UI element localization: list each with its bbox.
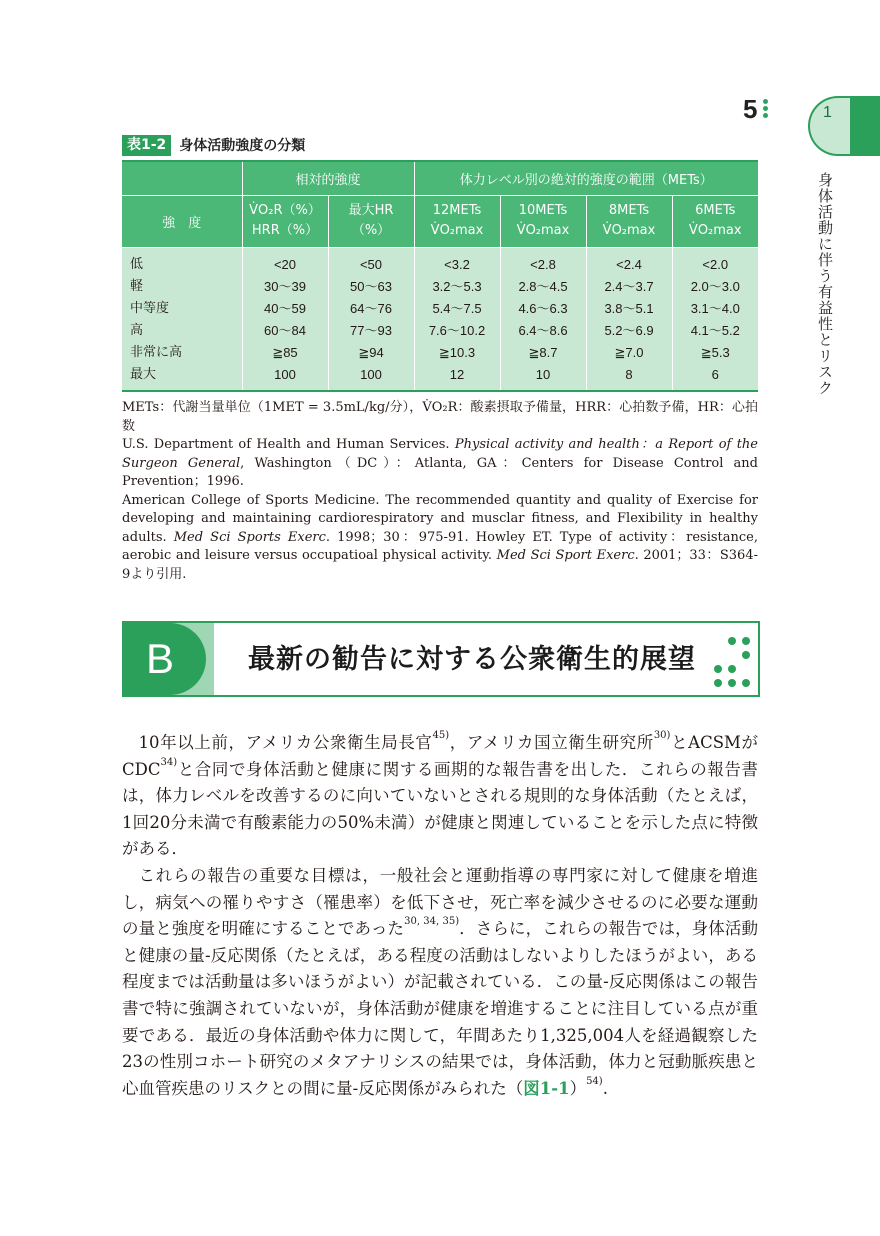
table-cell: 40〜59	[264, 300, 306, 316]
table-row-label: 高	[130, 322, 144, 338]
table-cell: 6.4〜8.6	[518, 322, 568, 338]
table-column-values	[586, 247, 672, 391]
chapter-title: 身体活動に伴う有益性とリスク	[816, 172, 834, 396]
table-cell: 100	[274, 366, 296, 382]
table-cell: <50	[359, 256, 383, 272]
table-notes	[122, 399, 758, 584]
table-cell: 4.1〜5.2	[690, 322, 740, 338]
table-cell: 5.4〜7.5	[432, 300, 482, 316]
figure-reference-link[interactable]: 図1-1	[523, 1078, 570, 1098]
section-heading-box	[122, 621, 760, 697]
table-col-header: 6METs V̇O₂max	[672, 195, 758, 247]
intensity-table	[122, 160, 758, 392]
table-cell: 2.8〜4.5	[518, 278, 568, 294]
table-cell: ≧85	[272, 344, 298, 360]
table-cell: 60〜84	[264, 322, 306, 338]
table-column-values	[328, 247, 414, 391]
table-cell: 3.8〜5.1	[604, 300, 654, 316]
table-cell: 2.0〜3.0	[690, 278, 740, 294]
table-cell: <2.8	[530, 256, 556, 272]
table-cell: 8	[625, 366, 633, 382]
table-cell: <2.4	[616, 256, 642, 272]
table-cell: 100	[360, 366, 382, 382]
table-note-abbrev: METs：代謝当量単位（1MET = 3.5mL/kg/分），V̇O₂R：酸素摂取予備量，HRR：心拍数予備，HR：心拍数	[122, 400, 758, 434]
table-row-labels	[122, 247, 242, 391]
table-cell: 77〜93	[350, 322, 392, 338]
body-text	[122, 730, 758, 1102]
table-col-header: 10METs V̇O₂max	[500, 195, 586, 247]
table-cell: 12	[449, 366, 465, 382]
table-cell: 64〜76	[350, 300, 392, 316]
section-title: 最新の勧告に対する公衆衛生的展望	[248, 644, 696, 675]
table-cell: ≧94	[358, 344, 384, 360]
body-paragraph-2: これらの報告の重要な目標は，一般社会と運動指導の専門家に対して健康を増進し，病気への罹りやすさ（罹患率）を低下させ，死亡率を減少させるのに必要な運動の量と強度を明確にすることであった$^{30, 34, 35)}$．さらに，これらの報告では，身体活動と健康の量-反応関係（たとえば，ある程度の活動はしないよりしたほうがよい，ある程度までは活動量は多いほうがよい）が記載されている．この量-反応関係はこの報告書で特に強調されていないが，身体活動が健康を増進することに注目している点が重要である．最近の身体活動や体力に関して，年間あたり1,325,004人を経過観察した23の性別コホート研究のメタアナリシスの結果では，身体活動，体力と冠動脈疾患と心血管疾患のリスクとの間に量-反応関係がみられた（図1-1）$^{54)}$.	[122, 865, 759, 1098]
table-note-ref1: U.S. Department of Health and Human Services. Physical activity and health：a Report of the Surgeon General, Washington（DC）：Atlanta, GA：Centers for Disease Control and Prevention；1996.	[122, 437, 759, 489]
table-row-label: 非常に高	[130, 344, 183, 360]
table-row-label: 低	[130, 256, 144, 272]
table-label: 表1-2	[122, 135, 171, 156]
table-caption	[122, 134, 305, 156]
table-col-header: 強 度	[122, 195, 242, 247]
table-row-label: 中等度	[130, 300, 170, 316]
table-row-label: 軽	[130, 278, 144, 294]
table-cell: 5.2〜6.9	[604, 322, 654, 338]
table-row-label: 最大	[130, 366, 157, 382]
table-cell: <2.0	[702, 256, 729, 272]
table-cell: 2.4〜3.7	[604, 278, 654, 294]
table-group-header-relative: 相対的強度	[242, 161, 414, 195]
table-cell: <20	[273, 256, 297, 272]
table-column-values	[672, 247, 758, 391]
table-column-values	[414, 247, 500, 391]
table-cell: 4.6〜6.3	[518, 300, 568, 316]
page-number: 5	[743, 94, 758, 124]
body-paragraph-1: 10年以上前，アメリカ公衆衛生局長官$^{45)}$，アメリカ国立衛生研究所$^{30)}$とACSMがCDC$^{34)}$と合同で身体活動と健康に関する画期的な報告書を出した．これらの報告書は，体力レベルを改善するのに向いていないとされる規則的な身体活動（たとえば，1回20分未満で有酸素能力の50%未満）が健康と関連していることを示した点に特徴がある．	[122, 730, 758, 859]
table-column-values	[242, 247, 328, 391]
table-note-ref2: American College of Sports Medicine. The recommended quantity and quality of Exercise for developing and maintaining cardiorespiratory and musclar fitness, and Flexibility in healthy adults. Med Sci Sports Exerc. 1998；30：975-91. Howley ET. Type of activity：resistance, aerobic and leisure versus occupatioal physical activity. Med Sci Sport Exerc. 2001；33：S364-9より引用.	[122, 492, 758, 582]
table-col-header: V̇O₂R（%） HRR（%）	[242, 195, 328, 247]
table-cell: 10	[535, 366, 551, 382]
table-cell: ≧8.7	[528, 344, 558, 360]
table-body	[122, 247, 758, 391]
section-dots-icon	[714, 633, 754, 689]
table-column-values	[500, 247, 586, 391]
chapter-number: 1	[823, 104, 832, 121]
section-letter: B	[145, 635, 174, 682]
table-cell: ≧7.0	[614, 344, 644, 360]
table-cell: 50〜63	[350, 278, 392, 294]
table-cell: 30〜39	[264, 278, 306, 294]
table-col-header: 最大HR （%）	[328, 195, 414, 247]
table-cell: 3.1〜4.0	[690, 300, 740, 316]
table-header-empty	[122, 161, 242, 195]
page-number-dots	[763, 99, 769, 119]
table-cell: <3.2	[444, 256, 470, 272]
table-cell: ≧5.3	[700, 344, 730, 360]
table-col-header: 12METs V̇O₂max	[414, 195, 500, 247]
table-cell: ≧10.3	[438, 344, 476, 360]
table-cell: 3.2〜5.3	[432, 278, 482, 294]
table-cell: 6	[711, 366, 719, 382]
table-cell: 7.6〜10.2	[428, 322, 486, 338]
table-col-header: 8METs V̇O₂max	[586, 195, 672, 247]
table-group-header-absolute: 体力レベル別の絶対的強度の範囲（METs）	[414, 161, 758, 195]
table-title: 身体活動強度の分類	[179, 138, 306, 154]
